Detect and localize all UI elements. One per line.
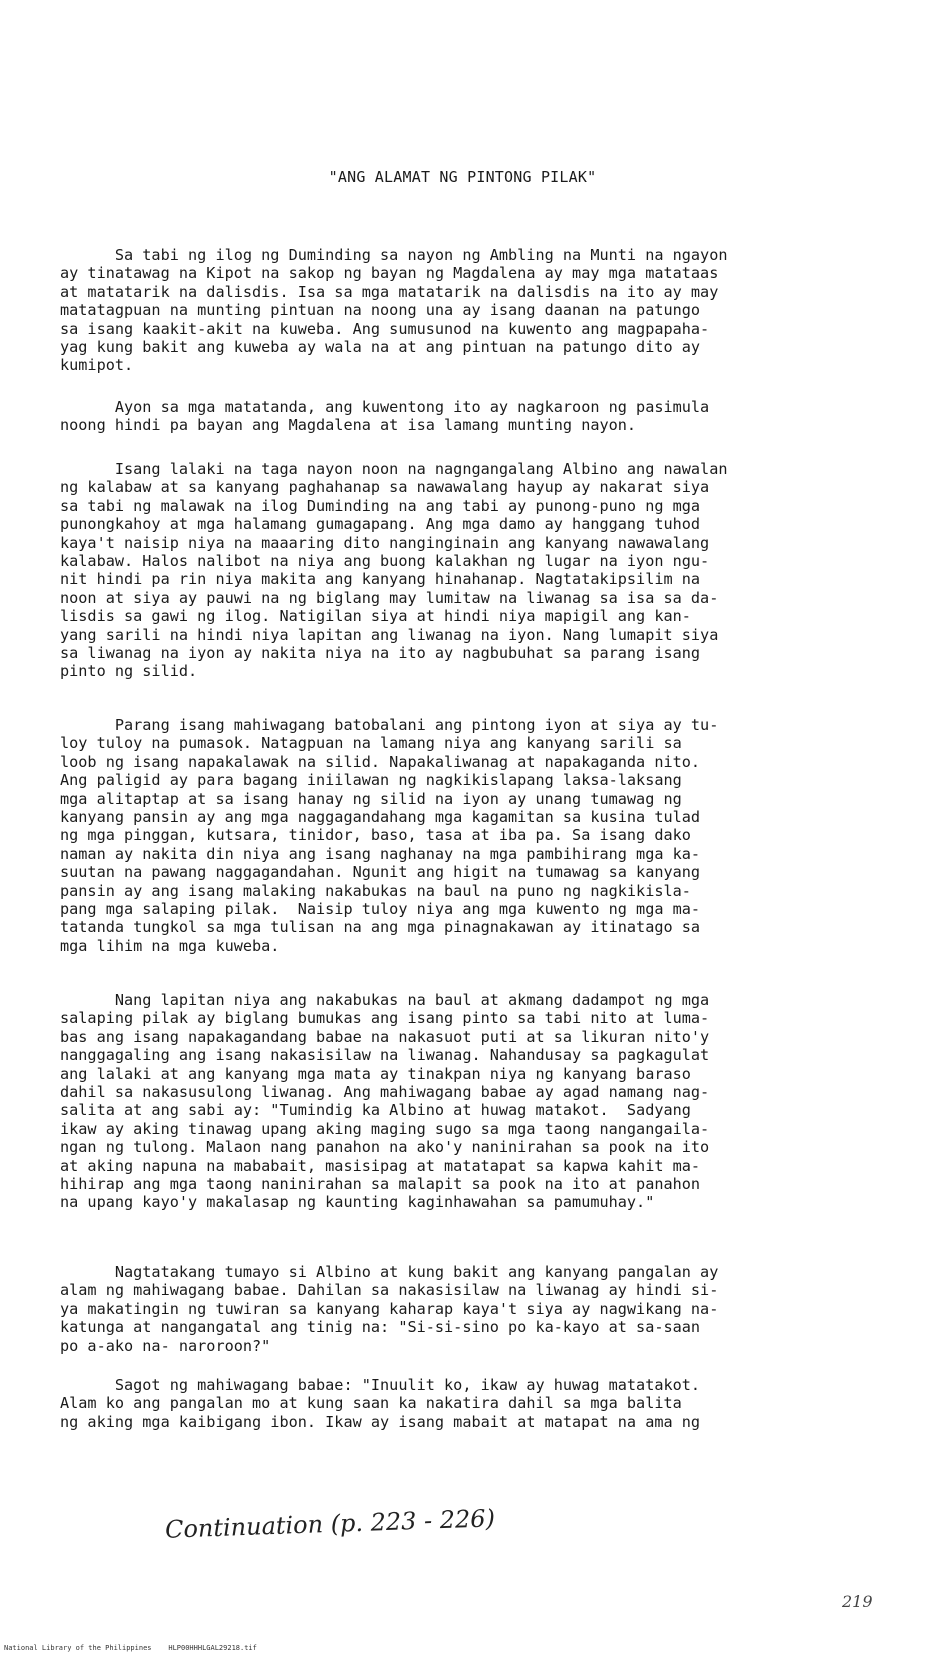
text-line: hihirap ang mga taong naninirahan sa malapit sa pook na ito at panahon — [60, 1175, 701, 1194]
text-line: kaya't naisip niya na maaaring dito nanginginain ang kanyang nawawalang — [60, 533, 710, 552]
paragraph — [60, 1376, 700, 1431]
text-line: Parang isang mahiwagang batobalani ang pintong iyon at siya ay tu- — [60, 716, 719, 734]
text-line: ng aking mga kaibigang ibon. Ikaw ay isang mabait at matapat na ama ng — [60, 1412, 701, 1431]
text-line: punongkahoy at mga halamang gumagapang. Ang mga damo ay hanggang tuhod — [60, 515, 701, 534]
text-line: dahil sa nakasusulong liwanag. Ang mahiwagang babae ay agad namang nag- — [60, 1083, 710, 1102]
page-number: 219 — [842, 1592, 873, 1611]
text-line: ng kalabaw at sa kanyang paghahanap sa nawawalang hayup ay nakarat siya — [60, 478, 710, 497]
text-line: pansin ay ang isang malaking nakabukas na baul na puno ng nagkikisla- — [60, 881, 691, 900]
text-line: at aking napuna na mababait, masisipag at matatapat sa kapwa kahit ma- — [60, 1156, 701, 1175]
text-line: lisdis sa gawi ng ilog. Natigilan siya at hindi niya mapigil ang kan- — [60, 607, 691, 626]
text-line: Isang lalaki na taga nayon noon na nagngangalang Albino ang nawalan — [60, 460, 728, 478]
text-line: nit hindi pa rin niya makita ang kanyang hinahanap. Nagtatakipsilim na — [60, 570, 701, 589]
text-line: naman ay nakita din niya ang isang naghanay na mga pambihirang mga ka- — [60, 844, 701, 863]
text-line: mga lihim na mga kuweba. — [60, 936, 280, 955]
paragraph — [60, 716, 718, 955]
text-line: mga alitaptap at sa isang hanay ng silid na iyon ay unang tumawag ng — [60, 789, 682, 808]
text-line: ngan ng tulong. Malaon nang panahon na ako'y naninirahan sa pook na ito — [60, 1138, 710, 1157]
text-line: ya makatingin ng tuwiran sa kanyang kaharap kaya't siya ay nagwikang na- — [60, 1299, 719, 1318]
paragraph — [60, 460, 728, 681]
text-line: kanyang pansin ay ang mga naggagandahang mga kagamitan sa kusina tulad — [60, 808, 701, 827]
text-line: sa isang kaakit-akit na kuweba. Ang sumusunod na kuwento ang magpapaha- — [60, 319, 710, 338]
text-line: po a-ako na- naroroon?" — [60, 1336, 271, 1355]
text-line: ng mga pinggan, kutsara, tinidor, baso, tasa at iba pa. Sa isang dako — [60, 826, 691, 845]
text-line: Sagot ng mahiwagang babae: "Inuulit ko, ikaw ay huwag matatakot. — [60, 1376, 701, 1394]
text-line: ikaw ay aking tinawag upang aking maging sugo sa mga taong nangangaila- — [60, 1119, 710, 1138]
text-line: salaping pilak ay biglang bumukas ang isang pinto sa tabi nito at luma- — [60, 1009, 710, 1028]
handwritten-note: Continuation (p. 223 - 226) — [164, 1504, 496, 1544]
text-line: tatanda tungkol sa mga tulisan na ang mga pinagnakawan ay itinatago sa — [60, 918, 701, 937]
text-line: Nagtatakang tumayo si Albino at kung bakit ang kanyang pangalan ay — [60, 1263, 719, 1281]
text-line: ay tinatawag na Kipot na sakop ng bayan ng Magdalena ay may mga matataas — [60, 264, 719, 283]
text-line: suutan na pawang naggagandahan. Ngunit ang higit na tumawag sa kanyang — [60, 863, 701, 882]
text-line: noong hindi pa bayan ang Magdalena at isa lamang munting nayon. — [60, 416, 637, 435]
text-line: alam ng mahiwagang babae. Dahilan sa nakasisilaw na liwanag ay hindi si- — [60, 1281, 719, 1300]
text-line: Ayon sa mga matatanda, ang kuwentong ito ay nagkaroon ng pasimula — [60, 398, 710, 416]
text-line: Sa tabi ng ilog ng Duminding sa nayon ng Ambling na Munti na ngayon — [60, 246, 728, 264]
text-line: loy tuloy na pumasok. Natagpuan na lamang niya ang kanyang sarili sa — [60, 734, 682, 753]
text-line: sa tabi ng malawak na ilog Duminding na ang tabi ay punong-puno ng mga — [60, 496, 701, 515]
scan-footer: National Library of the Philippines HLP00HHHLGAL29218.tif — [4, 1644, 257, 1652]
text-line: at matatarik na dalisdis. Isa sa mga matatarik na dalisdis na ito ay may — [60, 282, 719, 301]
text-line: noon at siya ay pauwi na ng biglang may lumitaw na liwanag sa isa sa da- — [60, 588, 719, 607]
paragraph — [60, 1263, 718, 1355]
text-line: na upang kayo'y makalasap ng kaunting kaginhawahan sa pamumuhay." — [60, 1193, 655, 1212]
text-line: katunga at nangangatal ang tinig na: "Si-si-sino po ka-kayo at sa-saan — [60, 1318, 701, 1337]
text-line: nanggagaling ang isang nakasisilaw na liwanag. Nahandusay sa pagkagulat — [60, 1046, 710, 1065]
text-line: kalabaw. Halos nalibot na niya ang buong kalakhan ng lugar na iyon ngu- — [60, 552, 710, 571]
text-line: ang lalaki at ang kanyang mga mata ay tinakpan niya ng kanyang baraso — [60, 1064, 691, 1083]
document-title: "ANG ALAMAT NG PINTONG PILAK" — [328, 168, 597, 186]
text-line: salita at ang sabi ay: "Tumindig ka Albino at huwag matakot. Sadyang — [60, 1101, 691, 1120]
paragraph — [60, 991, 709, 1212]
text-line: yag kung bakit ang kuweba ay wala na at ang pintuan na patungo dito ay — [60, 338, 701, 357]
text-line: Ang paligid ay para bagang iniilawan ng nagkikislapang laksa-laksang — [60, 771, 682, 790]
text-line: bas ang isang napakagandang babae na nakasuot puti at sa likuran nito'y — [60, 1027, 710, 1046]
text-line: pinto ng silid. — [60, 662, 198, 681]
text-line: Alam ko ang pangalan mo at kung saan ka nakatira dahil sa mga balita — [60, 1394, 682, 1413]
text-line: sa liwanag na iyon ay nakita niya na ito ay nagbubuhat sa parang isang — [60, 644, 701, 663]
text-line: matatagpuan na munting pintuan na noong una ay isang daanan na patungo — [60, 301, 701, 320]
paragraph — [60, 398, 709, 435]
text-line: kumipot. — [60, 356, 134, 375]
paragraph — [60, 246, 728, 375]
text-line: Nang lapitan niya ang nakabukas na baul at akmang dadampot ng mga — [60, 991, 710, 1009]
text-line: loob ng isang napakalawak na silid. Napakaliwanag at napakaganda nito. — [60, 752, 701, 771]
text-line: yang sarili na hindi niya lapitan ang liwanag na iyon. Nang lumapit siya — [60, 625, 719, 644]
text-line: pang mga salaping pilak. Naisip tuloy niya ang mga kuwento ng mga ma- — [60, 900, 701, 919]
